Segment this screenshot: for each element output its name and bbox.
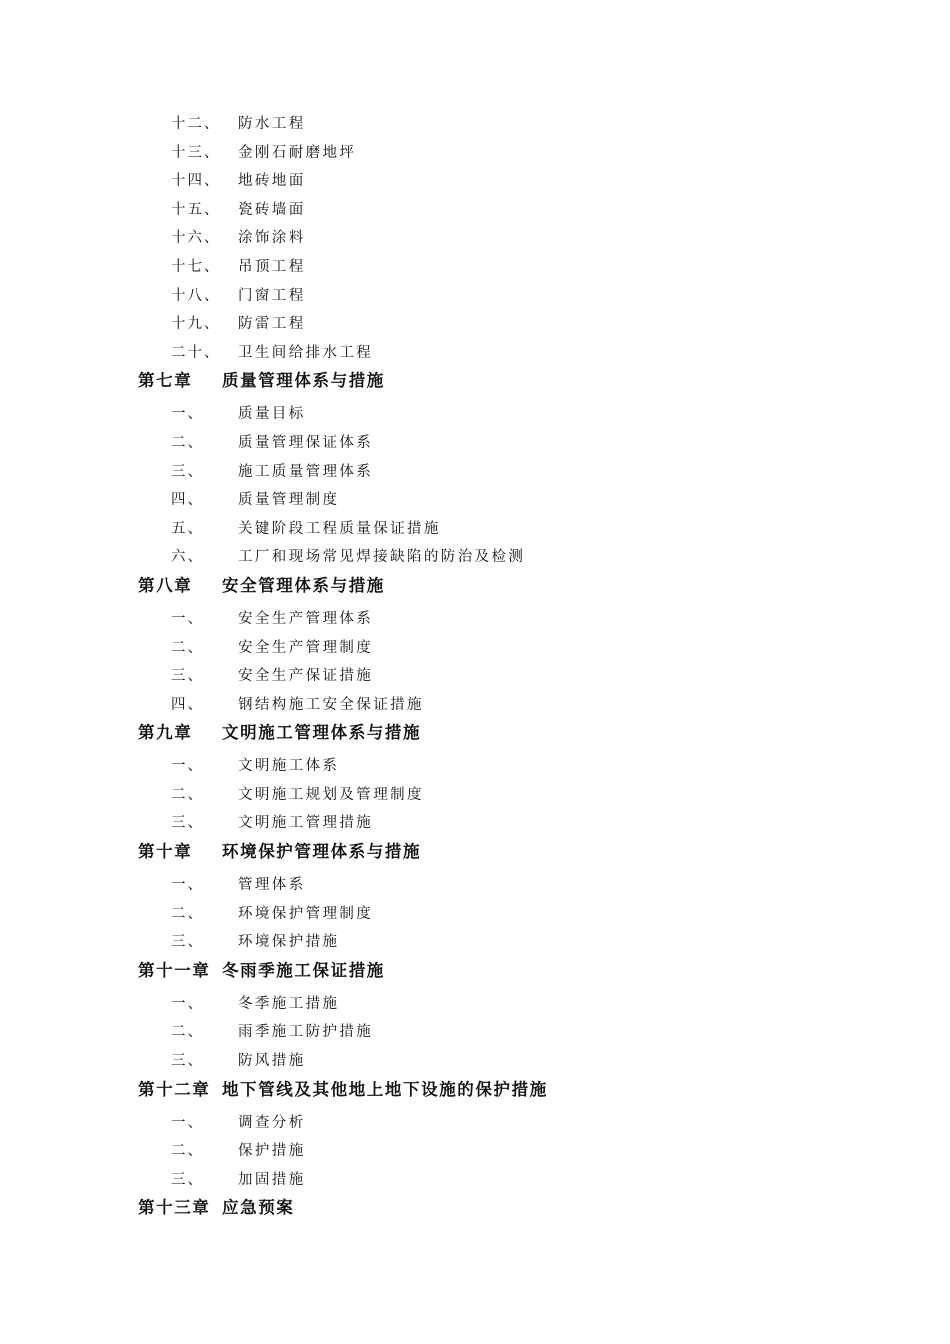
entry-number: 六、 [171,549,204,566]
entry-number: 二、 [171,905,204,922]
toc-entry [0,194,950,223]
entry-number: 三、 [171,934,204,951]
toc-entry [0,513,950,542]
entry-title: 文明施工体系 [238,758,340,775]
chapter-title: 应急预案 [222,1198,295,1218]
entry-title: 保护措施 [238,1143,306,1160]
toc-entry [0,165,950,194]
entry-number: 一、 [171,758,204,775]
entry-title: 门窗工程 [238,287,306,304]
table-of-contents [0,108,950,1225]
entry-title: 环境保护措施 [238,934,340,951]
entry-title: 调查分析 [238,1114,306,1131]
chapter-number: 第十一章 [138,960,211,980]
entry-number: 二、 [171,434,204,451]
entry-title: 钢结构施工安全保证措施 [238,696,424,713]
entry-number: 三、 [171,815,204,832]
entry-title: 安全生产管理制度 [238,639,374,656]
toc-entry [0,779,950,808]
chapter-title: 冬雨季施工保证措施 [222,960,385,980]
entry-title: 防雷工程 [238,316,306,333]
entry-title: 关键阶段工程质量保证措施 [238,520,441,537]
toc-chapter-heading [0,365,950,398]
toc-entry [0,1016,950,1045]
chapter-number: 第十章 [138,842,193,862]
entry-number: 二、 [171,639,204,656]
toc-entry [0,603,950,632]
entry-title: 金刚石耐磨地坪 [238,144,357,161]
toc-entry [0,1164,950,1193]
entry-number: 十二、 [171,116,221,132]
entry-title: 安全生产管理体系 [238,610,374,627]
entry-number: 三、 [171,463,204,480]
toc-entry [0,1045,950,1074]
entry-title: 文明施工管理措施 [238,815,374,832]
toc-chapter-heading [0,570,950,603]
entry-title: 卫生间给排水工程 [238,344,374,361]
toc-entry [0,108,950,137]
entry-number: 一、 [171,610,204,627]
chapter-title: 质量管理体系与措施 [222,371,385,391]
toc-entry [0,807,950,836]
entry-title: 质量目标 [238,406,306,423]
entry-title: 文明施工规划及管理制度 [238,786,424,803]
entry-number: 二、 [171,1024,204,1041]
entry-number: 十四、 [171,173,221,190]
entry-number: 四、 [171,492,204,509]
toc-entry [0,541,950,570]
toc-entry [0,926,950,955]
entry-number: 二十、 [171,344,221,361]
entry-number: 一、 [171,406,204,423]
toc-entry [0,308,950,337]
chapter-number: 第十二章 [138,1079,211,1099]
toc-entry [0,988,950,1017]
toc-entry [0,660,950,689]
entry-number: 五、 [171,520,204,537]
entry-title: 地砖地面 [238,173,306,190]
entry-title: 质量管理保证体系 [238,434,374,451]
entry-title: 涂饰涂料 [238,230,306,247]
entry-title: 防水工程 [238,116,306,132]
toc-entry [0,251,950,280]
entry-number: 十九、 [171,316,221,333]
toc-entry [0,427,950,456]
toc-entry [0,280,950,309]
entry-number: 十三、 [171,144,221,161]
entry-title: 管理体系 [238,877,306,894]
entry-number: 四、 [171,696,204,713]
entry-title: 吊顶工程 [238,258,306,275]
toc-entry [0,137,950,166]
chapter-title: 文明施工管理体系与措施 [222,723,422,743]
chapter-number: 第九章 [138,723,193,743]
toc-chapter-heading [0,717,950,750]
entry-title: 加固措施 [238,1171,306,1188]
entry-number: 一、 [171,877,204,894]
toc-entry [0,750,950,779]
toc-entry [0,337,950,366]
toc-entry [0,689,950,718]
entry-number: 三、 [171,668,204,685]
toc-entry [0,869,950,898]
toc-entry [0,1107,950,1136]
entry-number: 十六、 [171,230,221,247]
toc-chapter-heading [0,955,950,988]
toc-entry [0,632,950,661]
chapter-title: 环境保护管理体系与措施 [222,842,422,862]
toc-entry [0,222,950,251]
entry-number: 二、 [171,1143,204,1160]
entry-title: 冬季施工措施 [238,995,340,1012]
toc-chapter-heading [0,836,950,869]
chapter-title: 安全管理体系与措施 [222,575,385,595]
chapter-number: 第七章 [138,371,193,391]
entry-title: 安全生产保证措施 [238,668,374,685]
entry-number: 三、 [171,1053,204,1070]
entry-number: 一、 [171,995,204,1012]
entry-number: 十八、 [171,287,221,304]
entry-title: 雨季施工防护措施 [238,1024,374,1041]
chapter-title: 地下管线及其他地上地下设施的保护措施 [222,1079,548,1099]
toc-entry [0,898,950,927]
entry-number: 一、 [171,1114,204,1131]
toc-entry [0,484,950,513]
entry-number: 三、 [171,1171,204,1188]
chapter-number: 第八章 [138,575,193,595]
entry-title: 瓷砖墙面 [238,201,306,218]
entry-title: 防风措施 [238,1053,306,1070]
entry-title: 环境保护管理制度 [238,905,374,922]
entry-title: 质量管理制度 [238,492,340,509]
entry-title: 工厂和现场常见焊接缺陷的防治及检测 [238,549,526,566]
entry-number: 十五、 [171,201,221,218]
toc-entry [0,456,950,485]
toc-chapter-heading [0,1074,950,1107]
toc-entry [0,1135,950,1164]
toc-chapter-heading [0,1192,950,1225]
entry-number: 二、 [171,786,204,803]
chapter-number: 第十三章 [138,1198,211,1218]
toc-entry [0,398,950,427]
entry-number: 十七、 [171,258,221,275]
entry-title: 施工质量管理体系 [238,463,374,480]
